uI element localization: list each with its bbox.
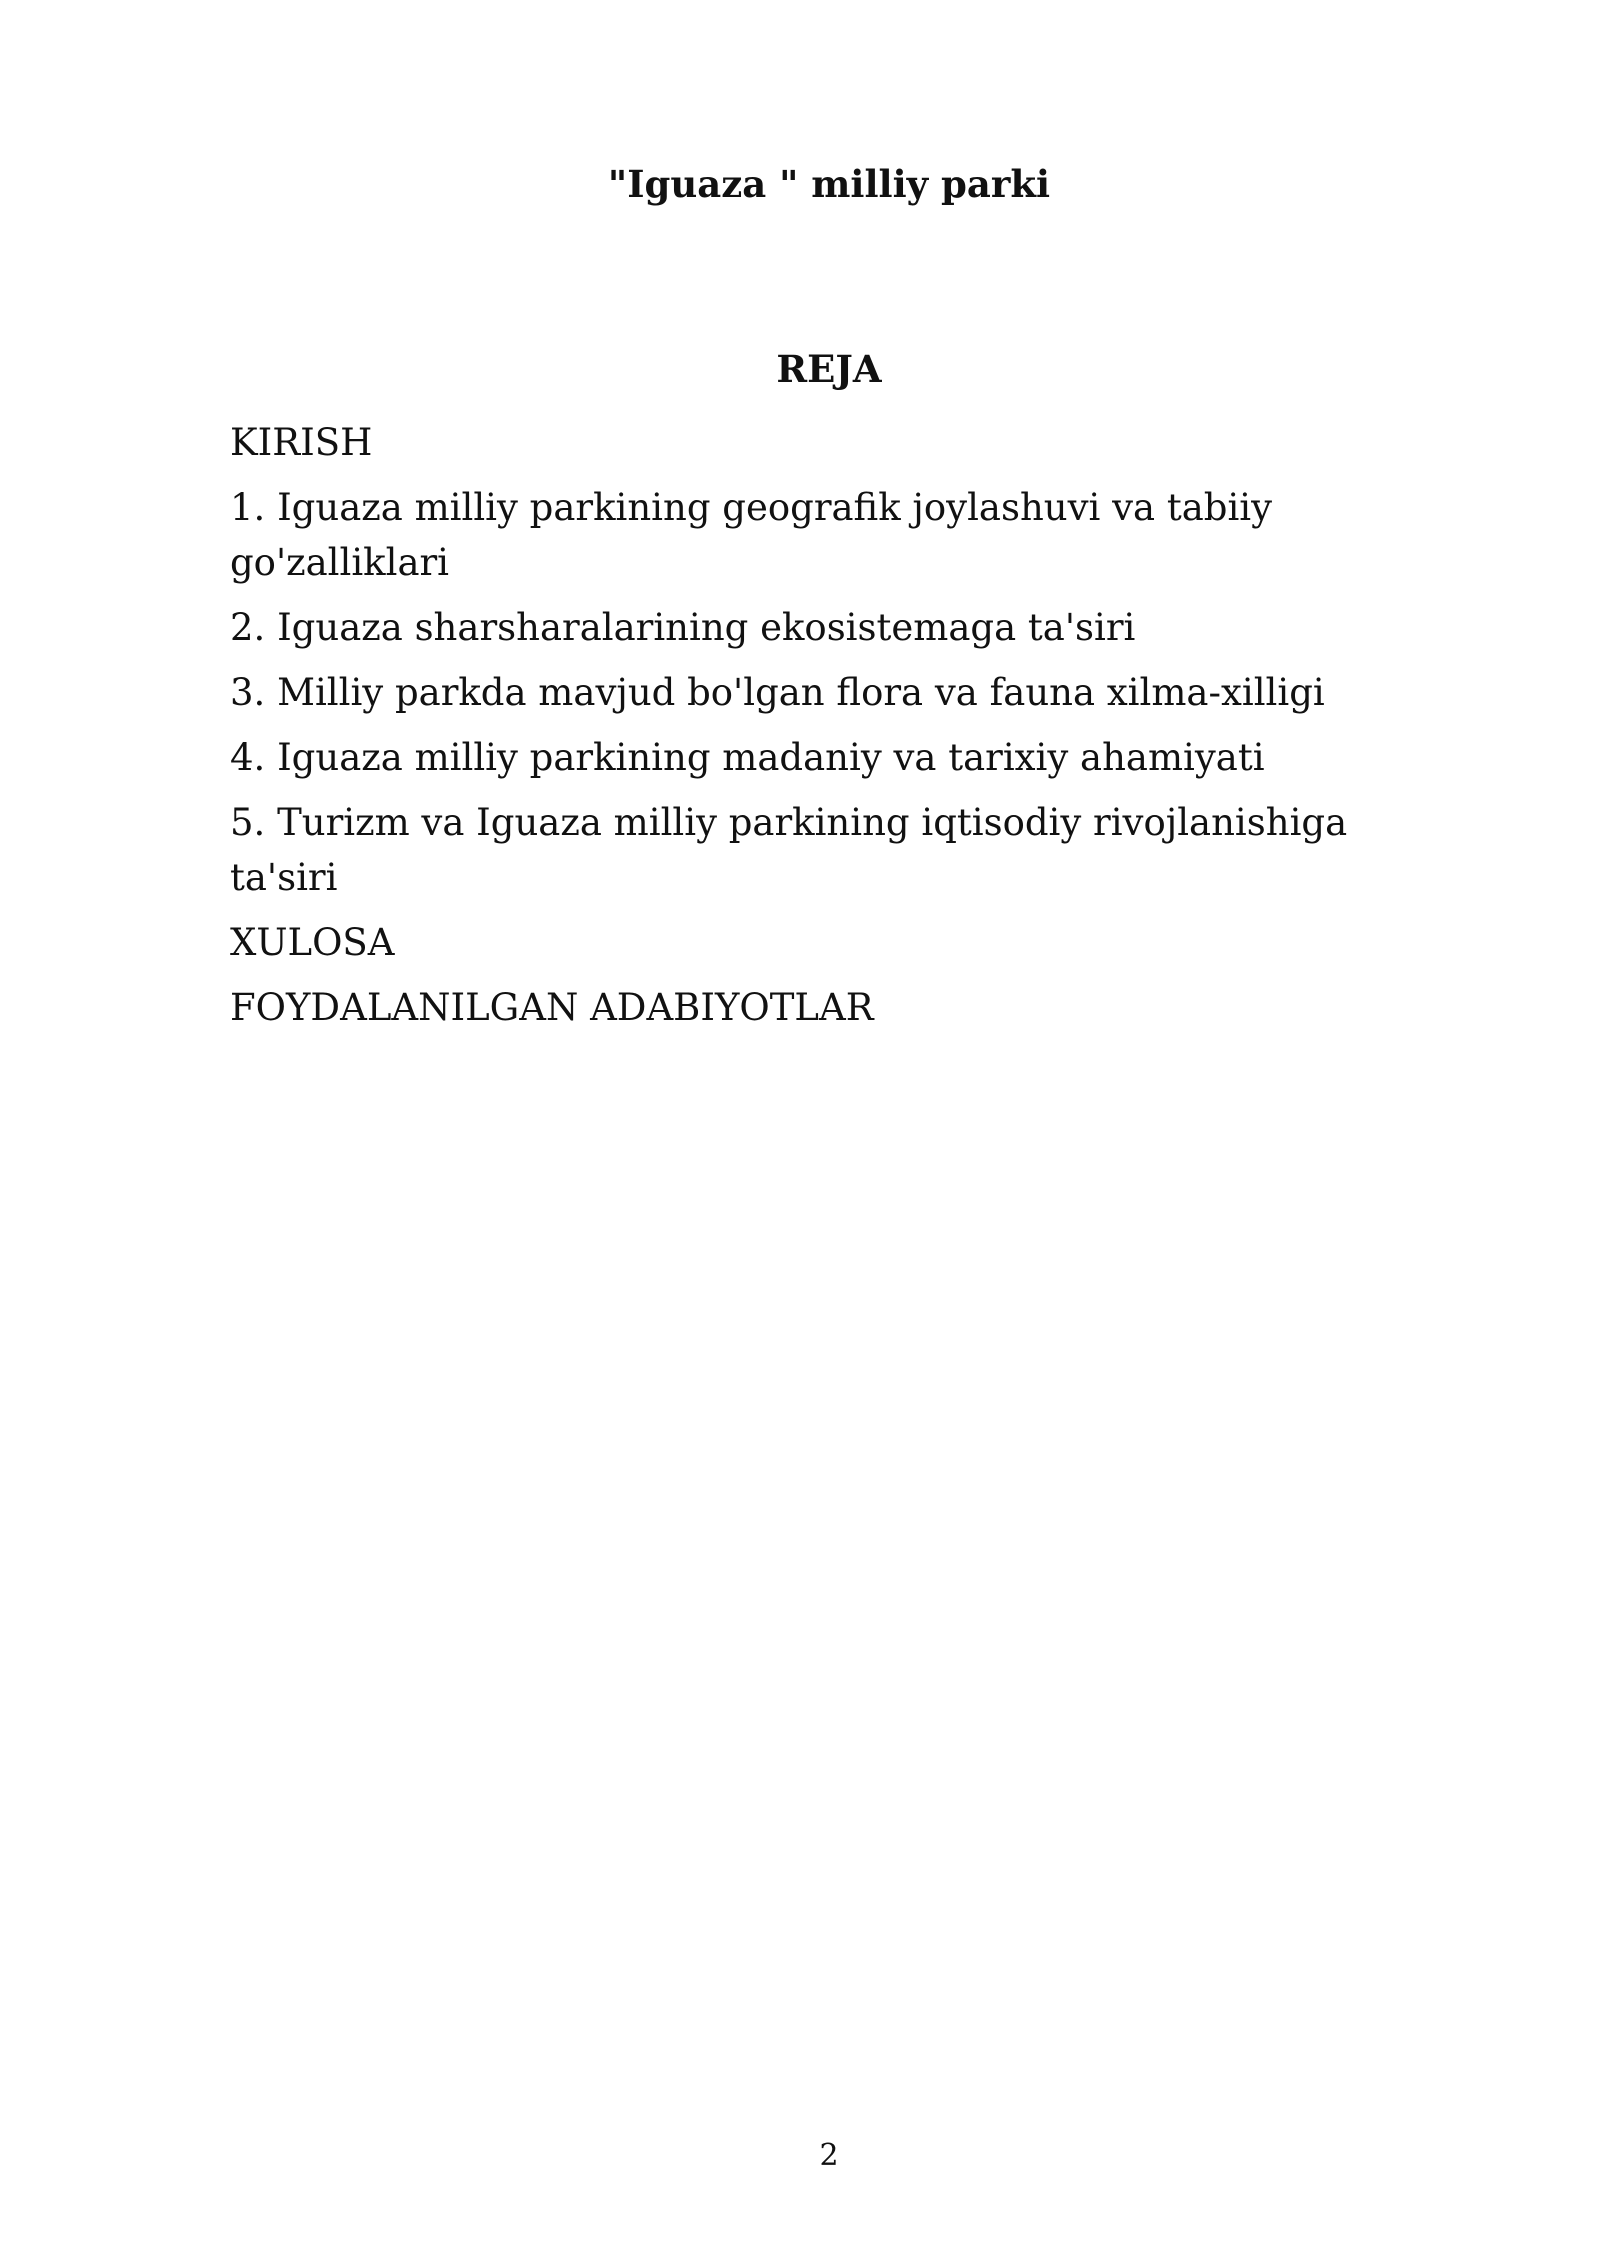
page-number: 2 (819, 2138, 839, 2173)
toc-item-1: 1. Iguaza milliy parkining geografik joylashuvi va tabiiy go'zalliklari (230, 486, 1273, 584)
toc-item-2: 2. Iguaza sharsharalarining ekosistemaga ta'siri (230, 606, 1136, 649)
toc-item-5: 5. Turizm va Iguaza milliy parkining iqtisodiy rivojlanishiga ta'siri (230, 801, 1348, 899)
toc-item-conclusion: XULOSA (230, 921, 395, 964)
table-of-contents (230, 415, 1400, 1045)
document-title: "Iguaza " milliy parki (607, 162, 1051, 206)
toc-item-4: 4. Iguaza milliy parkining madaniy va tarixiy ahamiyati (230, 736, 1265, 779)
toc-item-references: FOYDALANILGAN ADABIYOTLAR (230, 986, 874, 1029)
toc-item-3: 3. Milliy parkda mavjud bo'lgan flora va fauna xilma-xilligi (230, 671, 1325, 714)
toc-item-introduction: KIRISH (230, 421, 373, 464)
plan-heading: REJA (776, 347, 882, 391)
